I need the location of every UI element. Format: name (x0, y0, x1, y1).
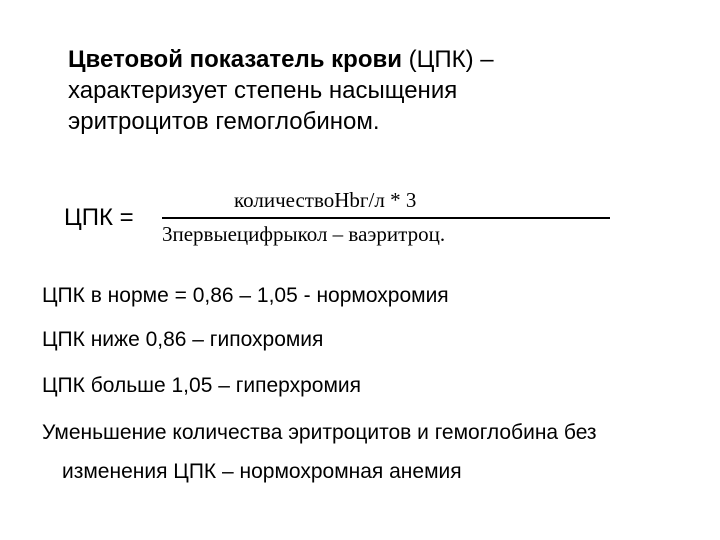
formula-lhs: ЦПК = (64, 204, 134, 231)
definition-block (68, 44, 628, 137)
formula-numerator: количествоНbг/л * 3 (234, 188, 417, 212)
definition-abbreviation: (ЦПК) – (402, 46, 494, 73)
definition-line-3: эритроцитов гемоглобином. (68, 108, 380, 135)
definition-term: Цветовой показатель крови (68, 46, 402, 73)
cpk-formula (64, 188, 584, 252)
fact-decrease-line-2: изменения ЦПК – нормохромная анемия (62, 460, 462, 483)
formula-denominator: 3первыецифрыкол – ваэритроц. (162, 222, 446, 246)
fact-below: ЦПК ниже 0,86 – гипохромия (42, 328, 324, 351)
definition-line-1 (68, 44, 628, 75)
fact-above: ЦПК больше 1,05 – гиперхромия (42, 374, 361, 397)
definition-line-2: характеризует степень насыщения (68, 77, 458, 104)
fact-norm: ЦПК в норме = 0,86 – 1,05 - нормохромия (42, 284, 449, 307)
fact-decrease-line-1: Уменьшение количества эритроцитов и гемоглобина без (42, 421, 597, 444)
fraction-bar (162, 217, 610, 219)
